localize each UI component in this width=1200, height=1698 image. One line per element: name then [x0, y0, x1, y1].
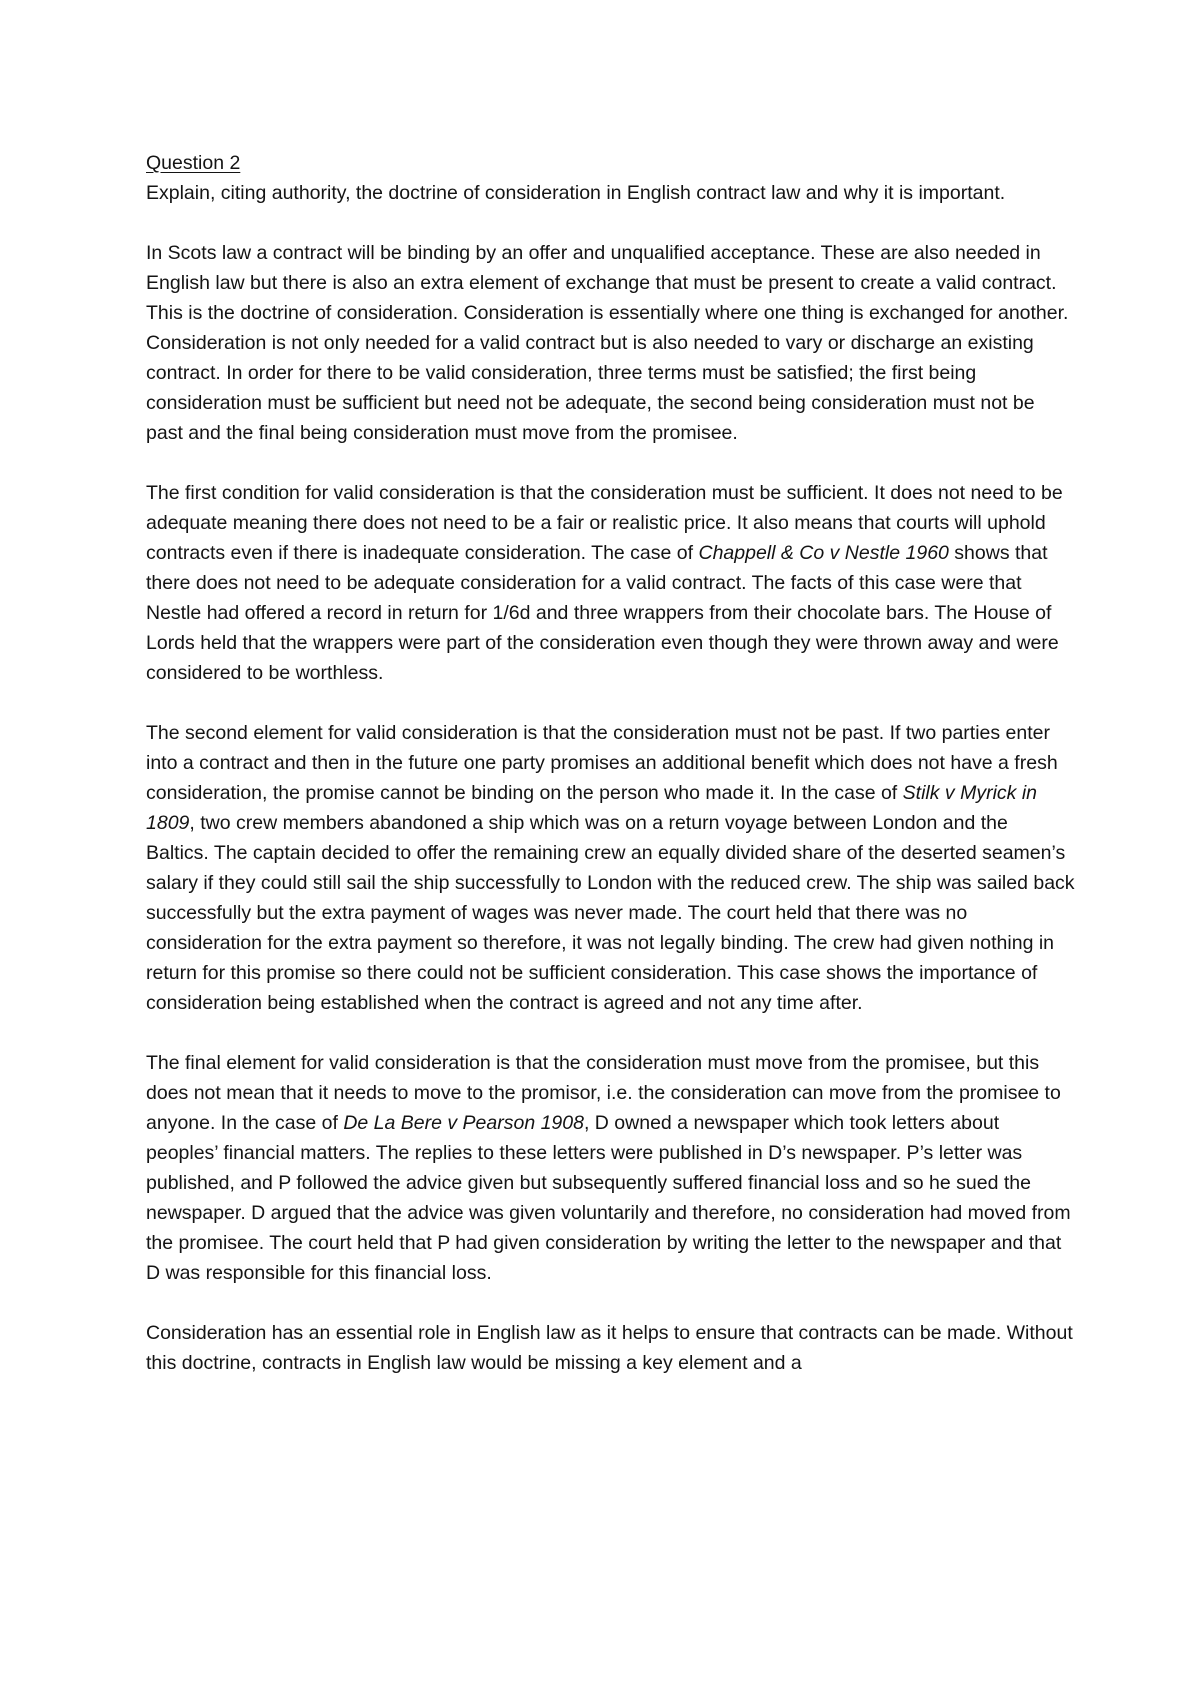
answer-paragraph — [146, 1048, 1076, 1288]
question-heading: Question 2 — [146, 152, 241, 174]
paragraph-text: shows that there does not need to be adequate consideration for a valid contract. The facts of this case were that Nestle had offered a record in return for 1/6d and three wrappers from their chocolate bars. The House of Lords held that the wrappers were part of the consideration even though they were thrown away and were considered to be worthless. — [146, 542, 1059, 684]
case-citation: Stilk v Myrick in 1809 — [146, 782, 1037, 834]
paragraph-text: The second element for valid consideration is that the consideration must not be past. If two parties enter into a contract and then in the future one party promises an additional benefit which does not have a fresh consideration, the promise cannot be binding on the person who made it. In the case of — [146, 722, 1058, 804]
case-citation: De La Bere v Pearson 1908 — [343, 1112, 584, 1134]
document-body — [146, 148, 1076, 1378]
answer-paragraphs — [146, 238, 1076, 1378]
question-prompt: Explain, citing authority, the doctrine of consideration in English contract law and why it is important. — [146, 182, 1006, 204]
paragraph-text: Consideration has an essential role in English law as it helps to ensure that contracts can be made. Without this doctrine, contracts in English law would be missing a key element and a — [146, 1322, 1073, 1374]
paragraph-text: , two crew members abandoned a ship which was on a return voyage between London and the Baltics. The captain decided to offer the remaining crew an equally divided share of the deserted seamen’s salary if they could still sail the ship successfully to London with the reduced crew. The ship was sailed back successfully but the extra payment of wages was never made. The court held that there was no consideration for the extra payment so therefore, it was not legally binding. The crew had given nothing in return for this promise so there could not be sufficient consideration. This case shows the importance of consideration being established when the contract is agreed and not any time after. — [146, 812, 1075, 1014]
answer-paragraph — [146, 238, 1076, 448]
paragraph-text: In Scots law a contract will be binding by an offer and unqualified acceptance. These are also needed in English law but there is also an extra element of exchange that must be present to create a valid contract. This is the doctrine of consideration. Consideration is essentially where one thing is exchanged for another. Consideration is not only needed for a valid contract but is also needed to vary or discharge an existing contract. In order for there to be valid consideration, three terms must be satisfied; the first being consideration must be sufficient but need not be adequate, the second being consideration must not be past and the final being consideration must move from the promisee. — [146, 242, 1069, 444]
case-citation: Chappell & Co v Nestle 1960 — [698, 542, 949, 564]
paragraph-text: , D owned a newspaper which took letters about peoples’ financial matters. The replies to these letters were published in D’s newspaper. P’s letter was published, and P followed the advice given but subsequently suffered financial loss and so he sued the newspaper. D argued that the advice was given voluntarily and therefore, no consideration had moved from the promisee. The court held that P had given consideration by writing the letter to the newspaper and that D was responsible for this financial loss. — [146, 1112, 1071, 1284]
answer-paragraph — [146, 1318, 1076, 1378]
answer-paragraph — [146, 718, 1076, 1018]
paragraph-text: The final element for valid consideration is that the consideration must move from the promisee, but this does not mean that it needs to move to the promisor, i.e. the consideration can move from the promisee to anyone. In the case of — [146, 1052, 1061, 1134]
answer-paragraph — [146, 478, 1076, 688]
paragraph-text: The first condition for valid consideration is that the consideration must be sufficient. It does not need to be adequate meaning there does not need to be a fair or realistic price. It also means that courts will uphold contracts even if there is inadequate consideration. The case of — [146, 482, 1063, 564]
